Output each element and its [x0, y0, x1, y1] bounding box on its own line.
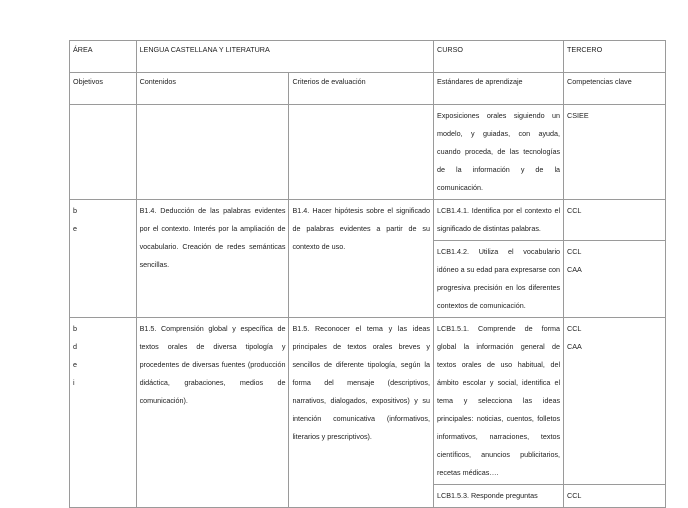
criterio-cell: B1.4. Hacer hipótesis sobre el significado de palabras evidentes a partir de su contexto de uso.	[289, 200, 434, 318]
criterio-cell	[289, 105, 434, 200]
objetivo-letter: e	[73, 360, 77, 369]
contenido-cell	[136, 105, 289, 200]
criterio-cell: B1.5. Reconocer el tema y las ideas principales de textos orales breves y sencillos de diferente tipología, según la forma del mensaje (descriptivos, narrativos, dialogados, expositivos) y su intención comunicativa (informativos, literarios y prescriptivos).	[289, 318, 434, 508]
objetivos-cell	[70, 105, 137, 200]
contenido-cell: B1.5. Comprensión global y específica de textos orales de diversa tipología y procedentes de diversas fuentes (producción didáctica, grabaciones, medios de comunicación).	[136, 318, 289, 508]
objetivo-letter: d	[73, 342, 77, 351]
competencias-cell	[564, 318, 666, 485]
competencias-cell	[564, 105, 666, 200]
col-estandares: Estándares de aprendizaje	[434, 73, 564, 105]
col-competencias: Competencias clave	[564, 73, 666, 105]
header-row-columns	[70, 73, 666, 105]
competencias-cell	[564, 241, 666, 318]
table-row	[70, 200, 666, 241]
competencia-code: CCL	[567, 247, 582, 256]
competencias-cell	[564, 200, 666, 241]
objetivo-letter: b	[73, 324, 77, 333]
competencia-code: CCL	[567, 491, 582, 500]
estandar-cell: LCB1.4.2. Utiliza el vocabulario idóneo a su edad para expresarse con progresiva precisión en los diferentes contextos de comunicación.	[434, 241, 564, 318]
area-label: ÁREA	[70, 41, 137, 73]
objetivos-cell	[70, 200, 137, 318]
contenido-cell: B1.4. Deducción de las palabras evidentes por el contexto. Interés por la ampliación de vocabulario. Creación de redes semánticas sencillas.	[136, 200, 289, 318]
objetivo-letter: b	[73, 206, 77, 215]
curso-value: TERCERO	[564, 41, 666, 73]
competencias-cell	[564, 485, 666, 508]
curriculum-table	[69, 40, 666, 508]
curso-label: CURSO	[434, 41, 564, 73]
competencia-code: CCL	[567, 206, 582, 215]
estandar-cell: LCB1.4.1. Identifica por el contexto el significado de distintas palabras.	[434, 200, 564, 241]
estandar-cell: LCB1.5.3. Responde preguntas	[434, 485, 564, 508]
col-criterios: Criterios de evaluación	[289, 73, 434, 105]
objetivo-letter: i	[73, 378, 75, 387]
competencia-code: CAA	[567, 342, 582, 351]
objetivos-cell	[70, 318, 137, 508]
competencia-code: CAA	[567, 265, 582, 274]
table-row	[70, 105, 666, 200]
competencia-code: CSIEE	[567, 111, 589, 120]
col-objetivos: Objetivos	[70, 73, 137, 105]
estandar-cell: LCB1.5.1. Comprende de forma global la información general de textos orales de uso habitual, del ámbito escolar y social, identifica el tema y selecciona las ideas principales: noticias, cuentos, folletos informativos, narraciones, textos científicos, anuncios publicitarios, recetas médicas….	[434, 318, 564, 485]
objetivo-letter: e	[73, 224, 77, 233]
table-row	[70, 318, 666, 485]
col-contenidos: Contenidos	[136, 73, 289, 105]
area-value: LENGUA CASTELLANA Y LITERATURA	[136, 41, 433, 73]
competencia-code: CCL	[567, 324, 582, 333]
estandar-cell: Exposiciones orales siguiendo un modelo, y guiadas, con ayuda, cuando proceda, de las tecnologías de la información y de la comunicación.	[434, 105, 564, 200]
header-row-area	[70, 41, 666, 73]
